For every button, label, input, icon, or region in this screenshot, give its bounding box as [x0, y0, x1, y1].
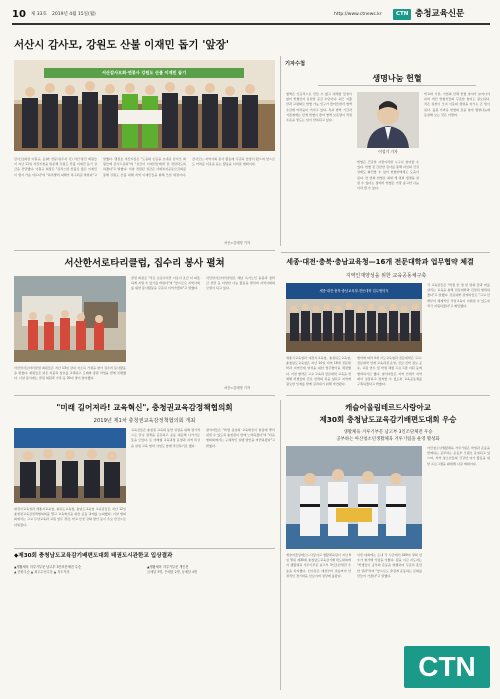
- article1-photo-banner: 서산감사모회·연봉사 강원도 산불 이재민 돕기: [101, 70, 187, 75]
- article4-subhead: 2019년 제1차 충청권교육감정책협의회 개최: [93, 418, 196, 424]
- article5-body-3: 아산청소년생활체육 겨루기팀은 학업과 운동을 함께하는 공부하는 운동부 모델로 운영되고 있으며, 지역 청소년들의 건강한 여가 활동을 위한 프로그램을 확대해 나갈 계획이다.: [427, 446, 490, 466]
- article1-photo: [14, 60, 275, 151]
- article5-subhead: 생활체육 겨루기부문 남고부 3인조단체전 우승: [343, 430, 433, 435]
- column-label: 기자수첩: [285, 61, 306, 67]
- article4-body-1: 대전시교육청과 세종시교육청, 충북도교육청, 충남도교육청 교육감들은 지난 12일 충청권교육감정책협의회를 열고 교육혁신을 위한 공동 과제를 논의했다. 이날 협의회에서는 고교 무상교육과 교원 업무 경감, 학교 안전 강화 방안 등이 주요 안건으로 다뤄졌다.: [14, 507, 126, 527]
- article4-caption: [14, 507, 126, 543]
- result-box-title: ◆제30회 충청남도교육감기배편도대회 태권도시관한교 입상결과: [14, 553, 173, 559]
- page-header: [12, 8, 490, 22]
- article1-divider: [14, 250, 275, 251]
- article2-body-1: 세종시교육청과 대전시교육청, 충청북도교육청, 충청남도교육청은 지난 10일 지역 16개 전문대학과 지역인재 양성을 위한 업무협약을 체결했다. 이번 협약은 고교 교육과 전문대학 교육을 연계해 학생들의 진로 선택의 폭을 넓히고 지역에 필요한 인재를 함께 길러내기 위해 마련됐다.: [286, 356, 351, 387]
- article2-top-rule: [281, 252, 490, 253]
- result-col2: [147, 565, 273, 619]
- article3-caption: [14, 366, 126, 392]
- article2-photo-banner: 세종·대전·충북·충남교육청-전문대학 업무협약식: [319, 289, 389, 293]
- article3-body-2: 클럽 회장은 "작은 손길이지만 이웃이 조금 더 따뜻하게 지낼 수 있기를 바란다"며 "앞으로도 지역사회를 위한 봉사활동을 꾸준히 이어가겠다"고 말했다.: [131, 276, 200, 291]
- column-title-rule: [318, 85, 476, 86]
- article3-body: [131, 276, 275, 384]
- article4-body-2: 교육감들은 충청권 교육의 동반 성장을 위해 정기적으로 만나 정책을 공유하고 공동 대응해 나가기로 뜻을 모았다. 또 미래형 교육과정 운영과 지역 특성을 살린 교육 협력 사업도 함께 추진하기로 했다.: [131, 428, 200, 448]
- article1-byline: 서산=김태영 기자: [224, 241, 251, 245]
- article4-body-3: 참석자들은 "학생 중심의 교육혁신이 현장에 뿌리내릴 수 있도록 충청권이 함께 노력하겠다"며 "다음 협의회에서는 구체적인 실행 방안을 마련하겠다"고 밝혔다.: [206, 428, 275, 448]
- article5-photo: [286, 446, 422, 549]
- header-rule: [12, 23, 490, 25]
- article5-body-2: 이번 대회에는 도내 각 시군에서 400여 명의 선수가 참가해 기량을 겨뤘다. 팀을 이끈 지도자는 "학생들이 공부와 운동을 병행하며 꾸준히 훈련한 결과"라며 "앞으로도 즐겁게 운동하는 문화를 만들어 가겠다"고 말했다.: [357, 553, 422, 578]
- article3-body-3: 서산한서로타리클럽은 매년 독거노인 돌봄과 장학금 전달 등 다양한 나눔 활동을 펼치며 지역사회의 모범이 되고 있다.: [206, 276, 275, 291]
- footer-brand-text: CTN: [418, 651, 476, 682]
- article2-body-right: [427, 283, 490, 391]
- column-body-1: 혈액은 인공적으로 만들 수 없고 대체할 물질이 없어 헌혈만이 유일한 공급 수단이다. 최근 저출산과 고령화로 헌혈 가능 인구가 줄어들면서 혈액 수급에 어려움이 커지고 있다. 특히 방학 기간과 겨울철에는 단체 헌혈이 줄어 혈액 보유량이 적정 수준을 밑도는 일이 반복되고 있다.: [286, 92, 352, 123]
- article2-body-2: 협약에 따라 4개 시도교육청과 전문대학은 고교-전문대학 연계 교육과정 운영, 진로·진학 정보 공유, 교원 연수 및 학생 체험 프로그램 지원 등에 협력하기로 했다. 참석자들은 지역 인재가 지역에서 성장하고 정착할 수 있도록 교육공동체를 구축하겠다고 밝혔다.: [357, 356, 422, 387]
- site-url[interactable]: http://www.ctnews.kr: [334, 12, 382, 17]
- column-body-left: [286, 92, 352, 248]
- result-col1-body: ▲ 종합우승 ▲ 최우수선수상 ▲ 지도자상: [14, 570, 70, 574]
- article3-body-1: 서산한서로타리클럽 회원들은 지난 13일 관내 저소득 가정을 찾아 집수리 봉사활동을 펼쳤다. 회원들은 낡은 지붕과 창호를 교체하고 도배와 장판 작업을 함께 진행했다. 이날 봉사에는 클럽 회원과 가족 등 30여 명이 참여했다.: [14, 366, 126, 381]
- result-col1-title: ▲생활체육 겨루기부문 남고부 3인조단체전 우승: [14, 565, 82, 569]
- result-col2-title: ▲생활체육 겨루기부문 개인전: [147, 565, 189, 569]
- article4-headline: "미래 길어져라! 교육혁신", 충청권교육감정책협의회: [56, 403, 233, 412]
- article2-subhead: 지역인재양성을 위한 교육공동체구축: [345, 273, 427, 279]
- result-col1: [14, 565, 140, 619]
- article3-divider: [14, 395, 275, 396]
- article5-body-bottom: [286, 553, 422, 641]
- column-body-2: 헌혈은 건강한 사람이라면 누구나 참여할 수 있다. 헌혈 전 간단한 검사를 통해 자신의 건강 상태도 확인할 수 있어 헌혈자에게도 도움이 된다. 한 번의 헌혈로 최대 세 명의 생명을 살릴 수 있다는 점에서 헌혈은 가장 숭고한 나눔이라 할 수 있다.: [357, 160, 419, 191]
- article5-vertical-rule: [280, 400, 281, 690]
- article1-body-text: 감사모(회장 이원규, 등)와 연봉사(주지 국) 서산·당진 회원들이 지난 11일 서산시청을 방문해 강원도 산불 이재민 돕기 성금을 전달했다. 이원규 회장은 "갑작스런 산불로 많은 이재민이 생겨 가슴 아프다"며 "하루빨리 피해가 복구되길 바란다"고 말했다. 맹정호 서산시장은 "도움의 손길을 보내준 감사모 회원들께 감사드린다"며 "성금이 이재민들에게 잘 전달되도록 하겠다"고 밝혔다. 이날 전달된 성금은 사회복지공동모금회를 통해 강원도 산불 피해 지역 이재민들을 위해 쓰일 예정이다. 감사모는 지역사회 봉사 활동에 꾸준히 앞장서 왔으며 앞으로도 어려운 이웃을 돕는 활동을 이어갈 계획이다.: [14, 157, 275, 177]
- issue-date: 2019년 4월 15일(월): [52, 12, 96, 17]
- column-body-right: [424, 92, 490, 248]
- article5-body-1: 캐슬어울림테르드사랑아교 생활체육팀이 지난 6일 열린 제30회 충청남도교육감기배 편도대회에서 생활체육 겨루기부문 남고부 3인조단체전 우승을 차지했다. 선수들은 예선부터 결승까지 안정적인 경기력을 선보이며 정상에 올랐다.: [286, 553, 351, 578]
- result-box: [14, 548, 275, 620]
- page-number: 10: [12, 9, 26, 20]
- article4-photo: [14, 428, 126, 503]
- article1-headline: 서산시 감사모, 강원도 산불 이재민 돕기 '앞장': [14, 39, 229, 51]
- article3-byline: 서산=김태영 기자: [224, 386, 251, 390]
- article2-divider: [286, 395, 490, 396]
- article2-body-bottom: [286, 356, 422, 392]
- column-body-3: 학교와 기관, 기업의 단체 헌혈 참여가 늘어나야 하며 개인 헌혈자들의 꾸준한 참여도 필요하다. 작은 실천이 모여 이웃의 생명을 지키는 큰 힘이 된다. 올봄 가까운 헌혈의 집을 찾아 생명나눔에 동참해 보는 것은 어떨까.: [424, 92, 490, 117]
- brand-name: 충청교육신문: [415, 9, 465, 19]
- article2-headline: 세종·대전·충북·충남교육청—16개 전문대학과 업무협약 체결: [286, 258, 474, 266]
- brand-badge: CTN: [393, 9, 411, 20]
- column-vertical-rule: [280, 56, 281, 246]
- column-author: 이성기 기자: [378, 149, 398, 154]
- column-body-mid: [357, 160, 419, 248]
- article3-photo: [14, 276, 126, 362]
- column-title: 생명나눔 헌혈: [372, 74, 422, 83]
- article2-body-3: 각 교육감들은 "학생 한 명 한 명의 꿈과 끼를 살리는 교육을 위해 전문대학과 긴밀히 협력하겠다"고 말했다. 전문대학 관계자들도 "고교 단계부터 체계적인 직업교육이 이뤄질 수 있도록 적극 지원하겠다"고 화답했다.: [427, 283, 490, 308]
- article5-subhead2: 공부하는 아산청소년생활체육 겨루기팀을 운영 활성화: [336, 437, 440, 442]
- article2-photo: [286, 283, 422, 352]
- article5-headline2: 제30회 충청남도교육감기배편도대회 우승: [319, 415, 457, 424]
- article4-body: [131, 428, 275, 543]
- article1-body: [14, 157, 275, 238]
- footer-brand-logo: [404, 646, 490, 688]
- result-col2-body: 금메달 3명, 은메달 2명, 동메달 4명: [147, 570, 198, 574]
- article5-headline: 캐슬어울림테르드사랑아교: [345, 403, 431, 412]
- issue-number: 제 33호: [31, 12, 47, 17]
- column-author-photo: [357, 92, 419, 148]
- article3-headline: 서산한서로타리클럽, 집수리 봉사 펼쳐: [64, 258, 225, 269]
